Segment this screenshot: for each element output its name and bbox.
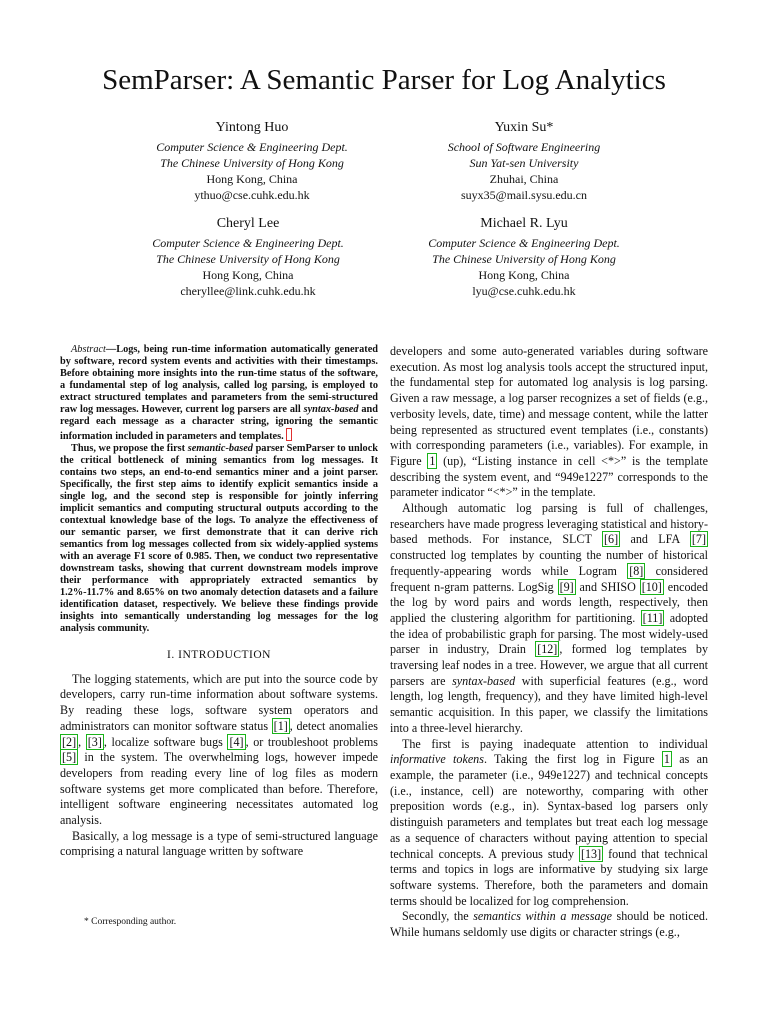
abstract-label: Abstract [71, 344, 106, 355]
figure-link[interactable]: 1 [663, 752, 670, 767]
citation-link[interactable]: [2] [62, 734, 77, 749]
author-email[interactable]: ythuo@cse.cuhk.edu.hk [194, 188, 310, 202]
intro-paragraph-2: Basically, a log message is a type of semi-structured language comprising a natural language written by software [60, 828, 378, 859]
author-block-1 [102, 118, 402, 203]
author-name: Cheryl Lee [216, 216, 280, 231]
citation-link[interactable]: [5] [62, 750, 77, 765]
author-block-3 [98, 214, 398, 299]
author-block-4 [374, 214, 674, 299]
citation-link[interactable]: [12] [537, 642, 558, 657]
author-email[interactable]: suyx35@mail.sysu.edu.cn [460, 188, 588, 202]
author-name: Yuxin Su* [494, 120, 554, 135]
right-paragraph-3: The first is paying inadequate attention to individual informative tokens. Taking the first log in Figure 1 as an example, the parameter (i.e., 949e1227) and technical concepts (i.e., instance, cell) are noteworthy, comparing with other preposition words (e.g., in). Syntax-based log parsers only distinguish parameters and templates but treat each log message as a sequence of characters without paying attention to special technical concepts. A previous study [13] found that technical terms and topics in logs are informative by studying six large software systems. Therefore, both the parameters and domain terms should be localized for log comprehension. [390, 736, 708, 908]
left-column [60, 344, 378, 860]
author-block-2 [374, 118, 674, 203]
author-name: Yintong Huo [215, 120, 289, 135]
citation-link[interactable]: [10] [641, 579, 662, 594]
author-univ: The Chinese University of Hong Kong [432, 252, 616, 266]
footnote-link-marker[interactable] [286, 428, 292, 441]
author-dept: Computer Science & Engineering Dept. [156, 140, 348, 154]
author-location: Hong Kong, China [206, 172, 298, 186]
citation-link[interactable]: [9] [559, 579, 574, 594]
right-paragraph-1: developers and some auto-generated variables during software execution. As most log analysis tools accept the structured input, the fundamental step for automated log analysis is log parsing. Given a raw message, a log parser recognizes a set of fields (e.g., verbosity levels, date, time) and message content, while the latter being represented as structured event templates (i.e., constants) with corresponding parameters (i.e., variables). For example, in Figure 1 (up), “Listing instance in cell <*>” is the template describing the system event, and “949e1227” corresponds to the parameter indicator “<*>” in the template. [390, 344, 708, 500]
paper-title: SemParser: A Semantic Parser for Log Analytics [102, 64, 666, 96]
author-email[interactable]: lyu@cse.cuhk.edu.hk [472, 284, 576, 298]
citation-link[interactable]: [13] [580, 846, 602, 861]
author-univ: The Chinese University of Hong Kong [160, 156, 344, 170]
author-univ: Sun Yat-sen University [469, 156, 579, 170]
citation-link[interactable]: [4] [229, 734, 244, 749]
citation-link[interactable]: [7] [691, 532, 706, 547]
footnote: * Corresponding author. [84, 917, 177, 927]
right-paragraph-4: Secondly, the semantics within a message should be noticed. While humans seldomly use digits or character strings (e.g., [390, 909, 708, 940]
citation-link[interactable]: [6] [604, 532, 619, 547]
abstract: Abstract—Logs, being run-time information automatically generated by software, record system events and activities with their timestamps. Before obtaining more insights into the run-time status of the software, a fundamental step of log analysis, called log parsing, is employed to extract structured templates and parameters from the semi-structured raw log messages. However, current log parsers are all syntax-based and regard each message as a character string, ignoring the semantic information included in parameters and templates. Thus, we propose the first semantic-based parser SemParser to unlock the critical bottleneck of mining semantics from log messages. It contains two steps, an end-to-end semantics miner and a joint parser. Specifically, the first step aims to identify explicit semantics inside a single log, and the second step is responsible for jointly inferring implicit semantics and computing structural outputs according to the contextual knowledge base of the logs. To analyze the effectiveness of our semantic parser, we first demonstrate that it can derive rich semantics from log messages collected from six widely-applied systems with an average F1 score of 0.985. Then, we conduct two representative downstream tasks, showing that current downstream models improve their performance with appropriately extracted semantics by 1.2%-11.7% and 8.65% on two anomaly detection datasets and a failure identification dataset, respectively. We believe these findings provide insights into semantically understanding log messages for the log analysis community. [60, 344, 379, 634]
right-column [390, 344, 708, 941]
right-paragraph-2: Although automatic log parsing is full of challenges, researchers have made progress leveraging statistical and history-based methods. For instance, SLCT [6] and LFA [7] constructed log templates by counting the number of historical frequently-appearing words while Logram [8] considered frequent n-gram patterns. LogSig [9] and SHISO [10] encoded the log by word pairs and words length, respectively, then applied the clustering algorithm for partitioning. [11] adopted the idea of probabilistic graph for parsing. The most widely-used parser in industry, Drain [12] , formed log templates by traversing leaf nodes in a tree. However, we argue that all current parsers are syntax-based with superficial features (e.g., word length, log length, frequency), and they have limited high-level semantic acquisition. In this paper, we classify the limitations into a three-level hierarchy. [390, 501, 708, 735]
figure-link[interactable]: 1 [429, 453, 436, 468]
author-dept: School of Software Engineering [447, 140, 601, 154]
author-dept: Computer Science & Engineering Dept. [428, 236, 620, 250]
citation-link[interactable]: [8] [629, 563, 644, 578]
citation-link[interactable]: [11] [642, 610, 663, 625]
citation-link[interactable]: [3] [87, 734, 102, 749]
intro-paragraph-1: The logging statements, which are put into the source code by developers, carry run-time information about software systems. By reading these logs, software system operators and administrators can monitor software status [1] , detect anomalies [2] , [3] , localize software bugs [4] , or troubleshoot problems [5] in the system. The overwhelming logs, however impede developers from reading every line of log files as modern software systems get more complicated than before. Therefore, intelligent software engineering necessitates automated log analysis. [60, 671, 379, 828]
author-location: Zhuhai, China [489, 172, 559, 186]
author-name: Michael R. Lyu [480, 216, 568, 231]
author-location: Hong Kong, China [478, 268, 570, 282]
author-univ: The Chinese University of Hong Kong [156, 252, 340, 266]
section-heading: I. INTRODUCTION [167, 649, 271, 661]
author-email[interactable]: cheryllee@link.cuhk.edu.hk [180, 284, 316, 298]
author-dept: Computer Science & Engineering Dept. [152, 236, 344, 250]
author-location: Hong Kong, China [202, 268, 294, 282]
citation-link[interactable]: [1] [273, 718, 288, 733]
